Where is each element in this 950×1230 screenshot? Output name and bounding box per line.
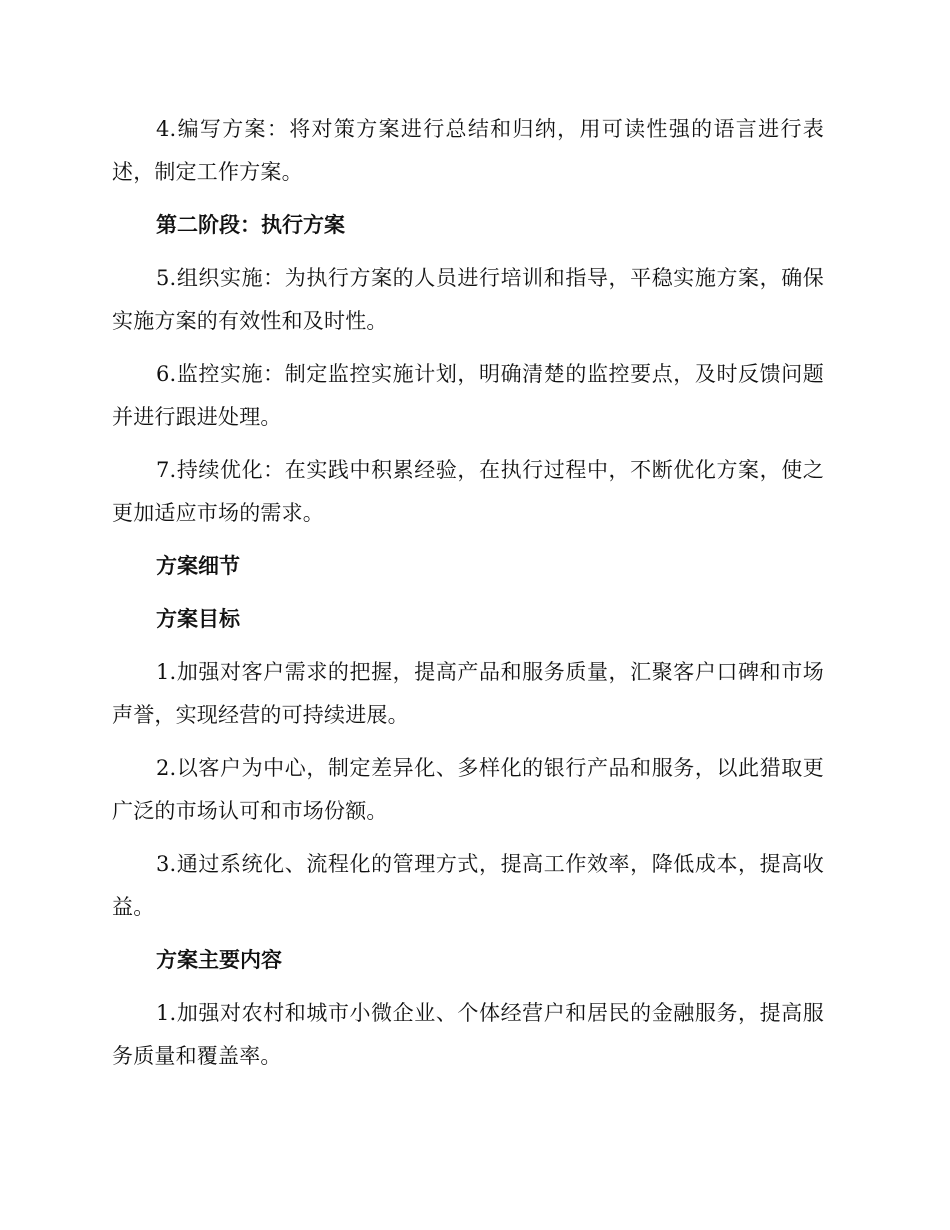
document-body [112, 108, 824, 1088]
heading-plan-goals: 方案目标 [156, 607, 240, 631]
paragraph-step-6: 6.监控实施：制定监控实施计划，明确清楚的监控要点，及时反馈问题并进行跟进处理。 [112, 362, 824, 429]
paragraph-goal-2: 2.以客户为中心，制定差异化、多样化的银行产品和服务，以此猎取更广泛的市场认可和市场份额。 [112, 756, 824, 823]
heading-main-content: 方案主要内容 [156, 948, 282, 972]
paragraph-goal-3: 3.通过系统化、流程化的管理方式，提高工作效率，降低成本，提高收益。 [112, 852, 824, 919]
heading-phase-two: 第二阶段：执行方案 [156, 213, 345, 237]
paragraph-step-5: 5.组织实施：为执行方案的人员进行培训和指导，平稳实施方案，确保实施方案的有效性和及时性。 [112, 266, 824, 333]
heading-plan-details: 方案细节 [156, 554, 240, 578]
paragraph-content-1: 1.加强对农村和城市小微企业、个体经营户和居民的金融服务，提高服务质量和覆盖率。 [112, 1001, 824, 1068]
paragraph-step-4: 4.编写方案：将对策方案进行总结和归纳，用可读性强的语言进行表述，制定工作方案。 [112, 117, 824, 184]
paragraph-step-7: 7.持续优化：在实践中积累经验，在执行过程中，不断优化方案，使之更加适应市场的需求。 [112, 458, 824, 525]
paragraph-goal-1: 1.加强对客户需求的把握，提高产品和服务质量，汇聚客户口碑和市场声誉，实现经营的可持续进展。 [112, 660, 824, 727]
